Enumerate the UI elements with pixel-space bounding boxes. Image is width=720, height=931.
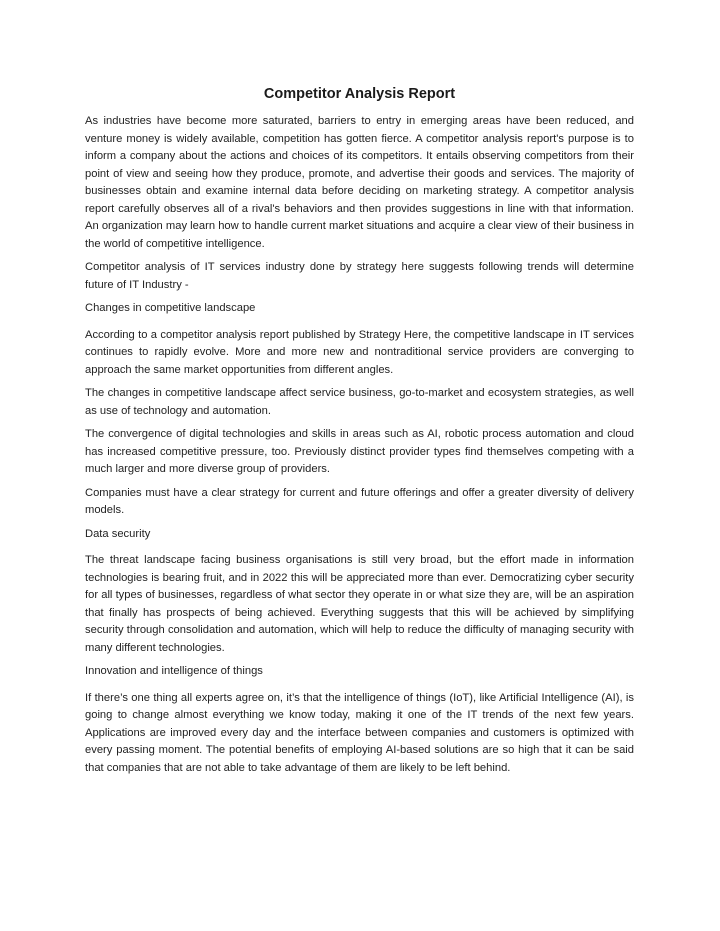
paragraph: If there’s one thing all experts agree on, it’s that the intelligence of things (IoT), like Artificial Intelligence (AI), is going to change almost everything we know today, making it one of the IT trends of the next few years. Applications are improved every day and the interface between companies and customers is optimized with every passing moment. The potential benefits of employing AI-based solutions are so high that it can be said that companies that are not able to take advantage of them are likely to be left behind. <box>85 691 634 774</box>
lead-paragraph: Competitor analysis of IT services industry done by strategy here suggests following trends will determine future of IT Industry - <box>85 261 634 291</box>
section-heading-innovation: Innovation and intelligence of things <box>85 665 263 677</box>
section-heading-competitive-landscape: Changes in competitive landscape <box>85 302 256 314</box>
document-body <box>85 84 634 783</box>
intro-paragraph: As industries have become more saturated, barriers to entry in emerging areas have been reduced, and venture money is widely available, competition has gotten fierce. A competitor analysis report's purpose is to inform a company about the actions and choices of its competitors. It entails observing competitors from their point of view and seeing how they produce, promote, and advertise their goods and services. The majority of businesses obtain and examine internal data before deciding on marketing strategy. A competitor analysis report carefully observes all of a rival's behaviors and then provides suggestions in line with that information. An organization may learn how to handle current market situations and acquire a clear view of their business in the world of competitive intelligence. <box>85 115 634 250</box>
paragraph: The convergence of digital technologies and skills in areas such as AI, robotic process automation and cloud has increased competitive pressure, too. Previously distinct provider types find themselves competing with a much larger and more diverse group of providers. <box>85 428 634 475</box>
paragraph: Companies must have a clear strategy for current and future offerings and offer a greater diversity of delivery models. <box>85 486 634 516</box>
paragraph: The changes in competitive landscape affect service business, go-to-market and ecosystem strategies, as well as use of technology and automation. <box>85 387 634 417</box>
paragraph: According to a competitor analysis report published by Strategy Here, the competitive landscape in IT services continues to rapidly evolve. More and more new and nontraditional service providers are converging to approach the same market opportunities from different angles. <box>85 328 634 376</box>
paragraph: The threat landscape facing business organisations is still very broad, but the effort made in information technologies is bearing fruit, and in 2022 this will be appreciated more than ever. Democratizing cyber security for all types of businesses, regardless of what sector they operate in or what size they are, will be an aspiration that finally has prospects of being achieved. Everything suggests that this will be achieved by simplifying security through consolidation and automation, which will help to reduce the difficulty of managing security with many different technologies. <box>85 554 634 654</box>
document-title: Competitor Analysis Report <box>263 86 456 102</box>
section-heading-data-security: Data security <box>85 527 151 540</box>
